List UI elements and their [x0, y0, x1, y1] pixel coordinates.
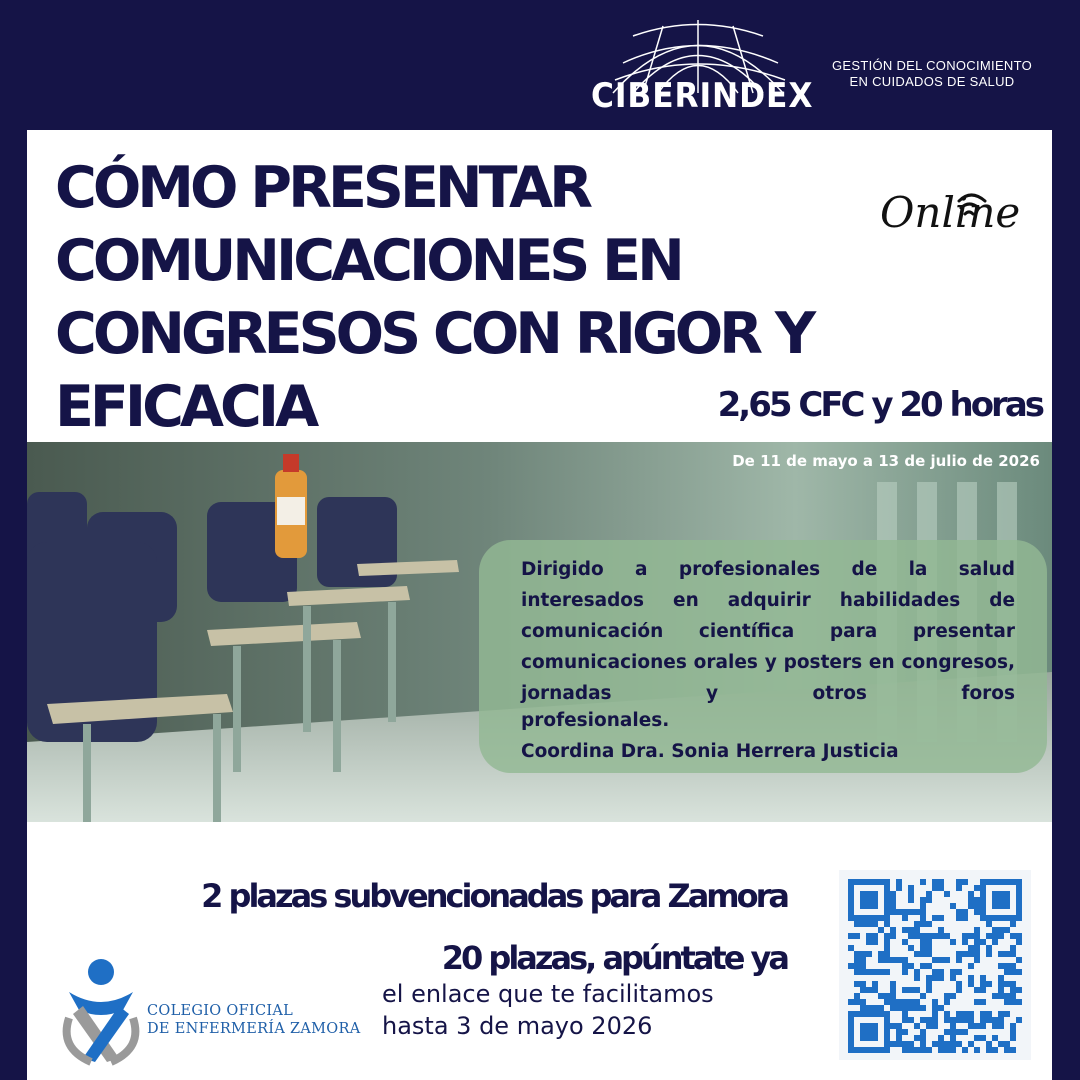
enrollment-highlights [201, 865, 787, 989]
online-label: Online [880, 188, 1021, 237]
tagline [822, 58, 1042, 90]
credits-hours: 2,65 CFC y 20 horas [717, 385, 1042, 425]
logo-wordmark: CIBERINDEX [591, 76, 814, 116]
description-box [479, 540, 1047, 773]
content-card [27, 130, 1052, 1080]
total-places: 20 plazas, apúntate ya [441, 939, 787, 977]
classroom-photo [27, 442, 1052, 822]
organizer-line-1: COLEGIO OFICIAL [147, 1003, 294, 1019]
coordinator: Coordina Dra. Sonia Herrera Justicia [521, 741, 899, 762]
title-line-2: COMUNICACIONES EN [55, 228, 681, 294]
title-line-3: CONGRESOS CON RIGOR Y [55, 301, 813, 367]
description-last-line: profesionales. [521, 710, 670, 731]
link-line-2: hasta 3 de mayo 2026 [382, 1012, 653, 1040]
nurse-logo-icon [61, 958, 141, 1068]
title-line-4: EFICACIA [55, 374, 316, 440]
link-line-1: el enlace que te facilitamos [382, 980, 714, 1008]
tagline-line-2: EN CUIDADOS DE SALUD [849, 74, 1015, 89]
wifi-icon [957, 188, 997, 218]
title-line-1: CÓMO PRESENTAR [55, 155, 590, 221]
course-dates: De 11 de mayo a 13 de julio de 2026 [732, 452, 1040, 470]
ciberindex-logo [585, 18, 815, 118]
qr-code[interactable] [839, 870, 1031, 1060]
organizer-line-2: DE ENFERMERÍA ZAMORA [147, 1021, 361, 1037]
organizer-name [147, 1002, 360, 1038]
subsidized-places: 2 plazas subvencionadas para Zamora [201, 877, 787, 915]
description-text: Dirigido a profesionales de la salud interesados en adquirir habilidades de comunicación científica para presentar comunicaciones orales y posters en congresos, jornadas y otros foros [521, 559, 1015, 704]
registration-note [382, 978, 714, 1042]
tagline-line-1: GESTIÓN DEL CONOCIMIENTO [831, 58, 1033, 73]
